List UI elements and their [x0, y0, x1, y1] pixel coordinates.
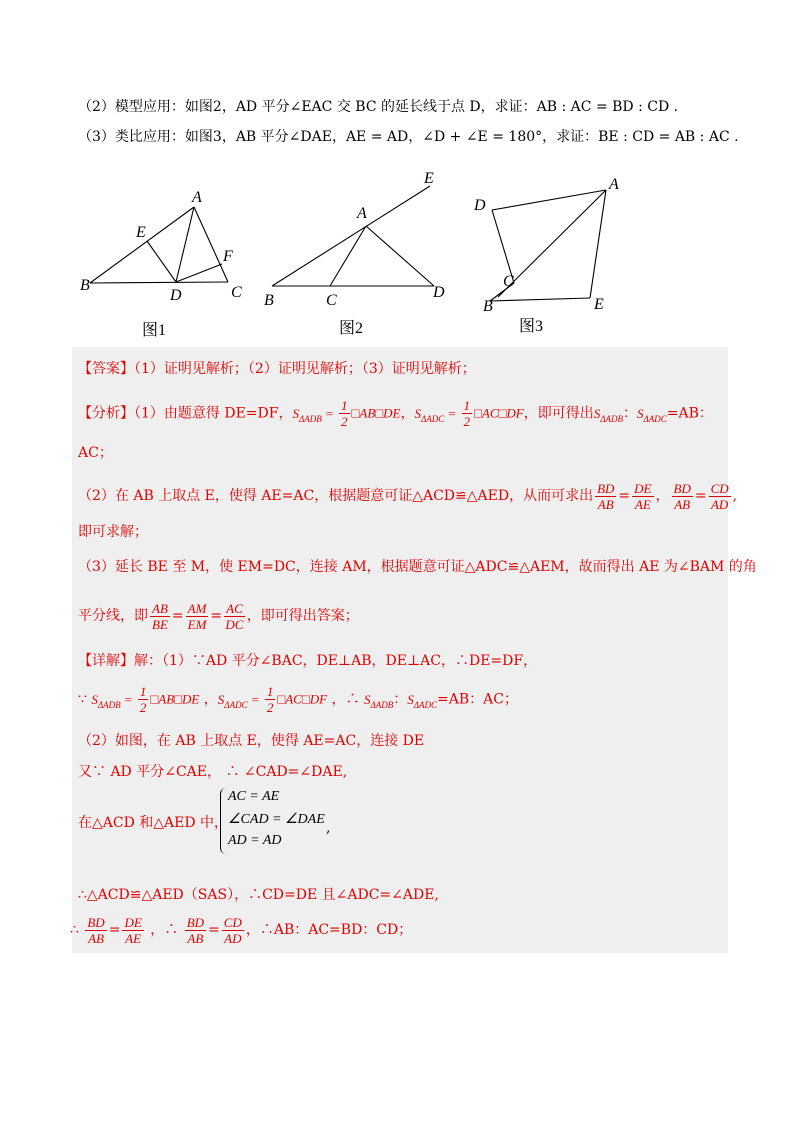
detail-ac-df: □AC□DF	[277, 691, 328, 707]
frac-half-1: $\frac{1}{2}$	[341, 398, 348, 429]
segment-AC	[194, 207, 228, 282]
detail-frac-2: $\frac{1}{2}$	[266, 684, 274, 715]
frac-bd-ab-2: $\frac{BD}{AB}$	[673, 480, 691, 512]
analysis-p1b: ，	[400, 405, 415, 422]
answer-tag: 【答案】	[78, 361, 134, 377]
frac-ab-be: $\frac{AB}{BE}$	[152, 600, 168, 632]
formula-ab-de: □AB□DE	[351, 405, 401, 421]
system-line-1: AC = AE	[228, 789, 280, 804]
analysis-line-2b: 即可求解；	[78, 524, 148, 540]
detail-line-7: ∴ $\frac{BD}{AB}$ = $\frac{DE}{AE}$ ，∴ $\frac{BD}{AB}$ = $\frac{CD}{AD}$ ，∴AB：AC=BD：CD；	[70, 914, 413, 946]
segment-AD	[366, 226, 434, 286]
fig2-label-B: B	[264, 292, 274, 309]
segment-BC	[90, 282, 228, 283]
detail-s-adc: $S_{\Delta ADC}$ =	[217, 691, 263, 710]
question-2: （2）模型应用：如图2，AD 平分∠EAC 交 BC 的延长线于点 D，求证：AB : AC = BD : CD .	[78, 99, 679, 115]
detail-s-adc-2: $S_{\Delta ADC}$	[407, 691, 438, 710]
frac-half-2: $\frac{1}{2}$	[463, 398, 471, 429]
detail-l2-tail: =AB：AC；	[437, 691, 518, 708]
fig1-caption: 图1	[142, 322, 167, 339]
answer-text: （1）证明见解析；（2）证明见解析；（3）证明见解析；	[134, 361, 476, 377]
frac-de-ae: $\frac{DE}{AE}$	[634, 480, 652, 512]
formula-s-adc: $S_{\Delta ADC}$ =	[414, 405, 460, 424]
frac-am-em: $\frac{AM}{EM}$	[187, 600, 207, 632]
frac-cd-ad: $\frac{CD}{AD}$	[710, 480, 729, 512]
fig2-label-A: A	[357, 205, 367, 222]
system-comma: ,	[326, 820, 331, 836]
fig3-label-D: D	[474, 197, 486, 214]
fig1-label-C: C	[231, 284, 242, 301]
solution-panel	[72, 347, 728, 953]
frac-ac-dc: $\frac{AC}{DC}$	[225, 600, 244, 632]
segment-ED	[147, 241, 176, 282]
answer-line	[78, 359, 476, 379]
system-line-2: ∠CAD = ∠DAE	[228, 812, 325, 827]
formula-s-adb: $S_{\Delta ADB}$ =	[292, 405, 338, 424]
detail-frac-cd-ad: $\frac{CD}{AD}$	[223, 914, 242, 946]
formula-s-adc-2: $S_{\Delta ADC}$	[636, 405, 667, 424]
analysis-tag: 【分析】	[78, 405, 134, 422]
detail-s-adb: $S_{\Delta ADB}$ =	[91, 691, 136, 710]
fig3-label-A: A	[609, 176, 619, 193]
analysis-p2a: （2）在 AB 上取点 E，使得 AE=AC，根据题意可证△ACD≌△AED，从而可求出	[78, 488, 594, 504]
detail-s-adb-2: $S_{\Delta ADB}$	[363, 691, 394, 710]
fig2-label-D: D	[433, 284, 445, 301]
fig3-caption: 图3	[519, 318, 544, 335]
detail-line-4: 又∵ AD 平分∠CAE， ∴ ∠CAD=∠DAE,	[78, 764, 348, 780]
fig1-label-F: F	[223, 248, 233, 265]
detail-frac-bd-ab-2: $\frac{BD}{AB}$	[186, 914, 205, 946]
fig2-label-C: C	[326, 292, 337, 309]
system-line-3: AD = AD	[228, 833, 282, 848]
analysis-line-1b: AC；	[78, 445, 113, 461]
analysis-p1c: ，即可得出	[523, 405, 594, 422]
figure-2	[262, 180, 452, 300]
detail-line-3: （2）如图，在 AB 上取点 E，使得 AE=AC，连接 DE	[78, 733, 425, 749]
formula-ac-df: □AC□DF	[474, 405, 524, 421]
analysis-p3c: ，即可得出答案；	[246, 608, 359, 624]
fig2-caption: 图2	[339, 320, 364, 337]
detail-frac-1: $\frac{1}{2}$	[139, 684, 147, 715]
detail-l1: 解：（1）∵AD 平分∠BAC，DE⊥AB，DE⊥AC，∴DE=DF，	[134, 653, 538, 669]
question-3: （3）类比应用：如图3，AB 平分∠DAE，AE = AD，∠D + ∠E = 180°，求证：BE : CD = AB : AC .	[78, 129, 739, 145]
analysis-line-3: （3）延长 BE 至 M，使 EM=DC，连接 AM，根据题意可证△ADC≌△AEM，故而得出 AE 为∠BAM 的角	[78, 559, 757, 575]
detail-l7-tail: ，∴AB：AC=BD：CD；	[245, 922, 413, 938]
segment-BE	[272, 186, 430, 286]
analysis-line-3b: 平分线，即 $\frac{AB}{BE}$ = $\frac{AM}{EM}$ = $\frac{AC}{DC}$ ，即可得出答案；	[78, 600, 359, 632]
segment-AC	[330, 226, 366, 286]
detail-tag: 【详解】	[78, 653, 134, 669]
analysis-line-2: （2）在 AB 上取点 E，使得 AE=AC，根据题意可证△ACD≌△AED，从而可求出 $\frac{BD}{AB}$ = $\frac{DE}{AE}$ ， $\frac{BD}{AB}$ = $\frac{CD}{AD}$ ,	[78, 480, 738, 512]
fig3-label-B: B	[483, 298, 493, 315]
detail-line-5: 在△ACD 和△AED 中，	[78, 815, 229, 831]
fig3-label-E: E	[594, 296, 604, 313]
fig1-label-B: B	[80, 277, 90, 294]
analysis-p1d: =AB：	[666, 405, 713, 422]
detail-line-2: ∵ $S_{\Delta ADB}$ = $\frac{1}{2}$ □AB□DE ，$S_{\Delta ADC}$ = $\frac{1}{2}$ □AC□DF ，∴ $S_{\Delta ADB}$：$S_{\Delta ADC}=AB$：AC；	[78, 684, 518, 715]
fig3-label-C: C	[503, 273, 514, 290]
analysis-p1a: （1）由题意得 DE=DF，	[134, 405, 293, 422]
fig1-label-A: A	[192, 189, 202, 206]
analysis-line-1: 【分析】（1）由题意得 DE=DF，$S_{\Delta ADB}$ = $\frac{1}{2}$ □AB□DE，$S_{\Delta ADC}$ = $\frac{1}{2}$ □AC□DF，即可得出$S_{\Delta ADB}$：$S_{\Delta ADC}=AB$：	[78, 398, 713, 429]
fig1-label-E: E	[136, 224, 146, 241]
formula-s-adb-2: $S_{\Delta ADB}$	[593, 405, 623, 424]
detail-frac-bd-ab: $\frac{BD}{AB}$	[87, 914, 105, 946]
frac-bd-ab: $\frac{BD}{AB}$	[597, 480, 615, 512]
fig2-label-E: E	[424, 170, 434, 187]
segment-DF	[176, 264, 222, 282]
analysis-p3b: 平分线，即	[78, 608, 148, 624]
detail-line-6: ∴△ACD≌△AED（SAS），∴CD=DE 且∠ADC=∠ADE,	[78, 887, 439, 903]
detail-frac-de-ae: $\frac{DE}{AE}$	[124, 914, 142, 946]
segment-BE	[490, 298, 590, 301]
detail-ab-de: □AB□DE	[150, 691, 200, 707]
detail-line-1	[78, 651, 537, 671]
figure-1	[78, 185, 253, 305]
fig1-label-D: D	[170, 287, 182, 304]
segment-AE	[590, 190, 606, 298]
